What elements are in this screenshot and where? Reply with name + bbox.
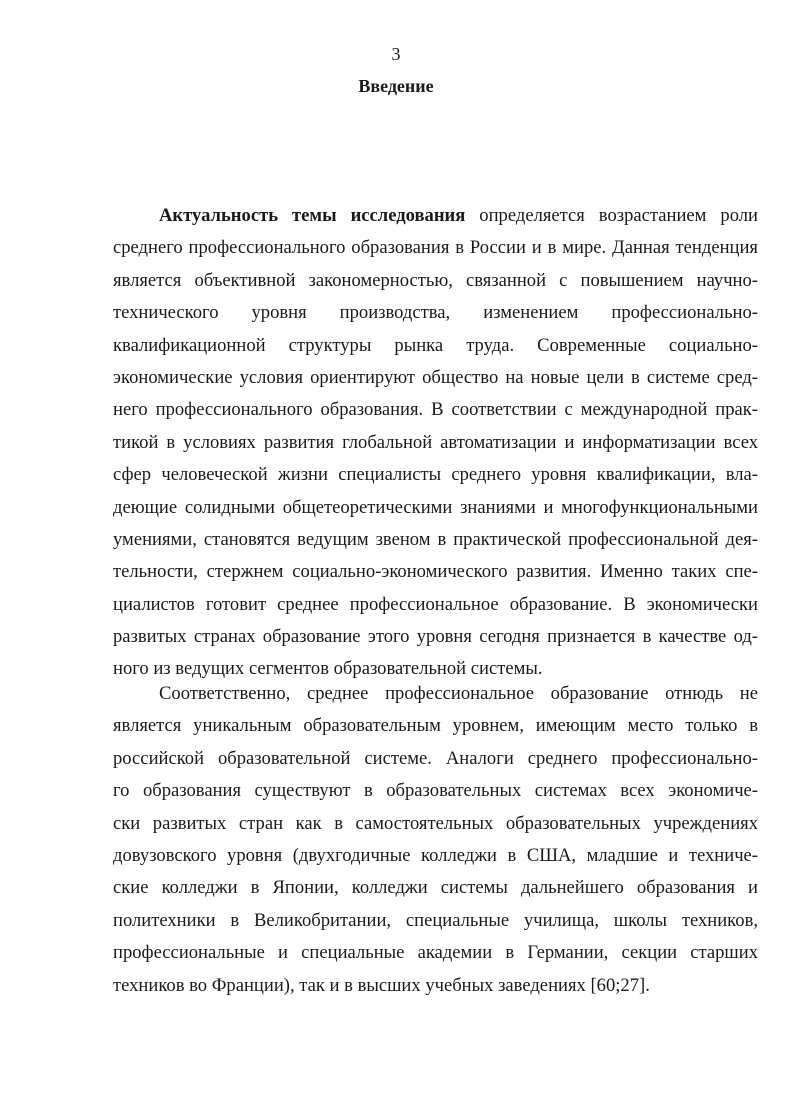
- paragraph-line: умениями, становятся ведущим звеном в практической профессиональной дея-: [113, 528, 758, 550]
- paragraph-line: среднего профессионального образования в России и в мире. Данная тенденция: [113, 237, 758, 259]
- page-number: 3: [391, 44, 401, 64]
- paragraph-line: го образования существуют в образовательных системах всех экономиче-: [113, 780, 758, 802]
- paragraph-line: российской образовательной системе. Аналоги среднего профессионально-: [113, 747, 758, 769]
- paragraph-line: довузовского уровня (двухгодичные колледжи в США, младшие и техниче-: [113, 844, 758, 866]
- paragraph-line: квалификационной структуры рынка труда. Современные социально-: [113, 334, 758, 356]
- paragraph-line: профессиональные и специальные академии в Германии, секции старших: [113, 942, 758, 964]
- paragraph-line: Соответственно, среднее профессиональное образование отнюдь не: [159, 683, 758, 704]
- lead-bold-phrase: Актуальность темы исследования: [159, 205, 466, 226]
- paragraph-line: технического уровня производства, изменением профессионально-: [113, 302, 758, 324]
- paragraph-line: тикой в условиях развития глобальной автоматизации и информатизации всех: [113, 431, 758, 453]
- paragraph-line: сфер человеческой жизни специалисты среднего уровня квалификации, вла-: [113, 464, 758, 486]
- paragraph-line: развитых странах образование этого уровня сегодня признается в качестве од-: [113, 626, 758, 648]
- paragraph-line: циалистов готовит среднее профессиональное образование. В экономически: [113, 593, 758, 615]
- paragraph-relevance: [113, 200, 758, 686]
- paragraph-analogues: [113, 678, 758, 1002]
- paragraph-line: ски развитых стран как в самостоятельных образовательных учреждениях: [113, 812, 758, 834]
- line-text: определяется возрастанием роли: [465, 205, 758, 226]
- paragraph-line: ские колледжи в Японии, колледжи системы дальнейшего образования и: [113, 877, 758, 899]
- paragraph-line: тельности, стержнем социально-экономического развития. Именно таких спе-: [113, 561, 758, 583]
- section-heading: Введение: [358, 76, 434, 96]
- paragraph-line: ного из ведущих сегментов образовательной системы.: [113, 658, 543, 680]
- paragraph-line: является объективной закономерностью, связанной с повышением научно-: [113, 269, 758, 291]
- paragraph-line: политехники в Великобритании, специальные училища, школы техников,: [113, 909, 758, 931]
- paragraph-line: [113, 200, 758, 232]
- paragraph-line: него профессионального образования. В соответствии с международной прак-: [113, 399, 758, 421]
- paragraph-line: является уникальным образовательным уровнем, имеющим место только в: [113, 715, 758, 737]
- paragraph-line: деющие солидными общетеоретическими знаниями и многофункциональными: [113, 496, 758, 518]
- paragraph-line: экономические условия ориентируют общество на новые цели в системе сред-: [113, 366, 758, 388]
- paragraph-line: техников во Франции), так и в высших учебных заведениях [60;27].: [113, 974, 650, 996]
